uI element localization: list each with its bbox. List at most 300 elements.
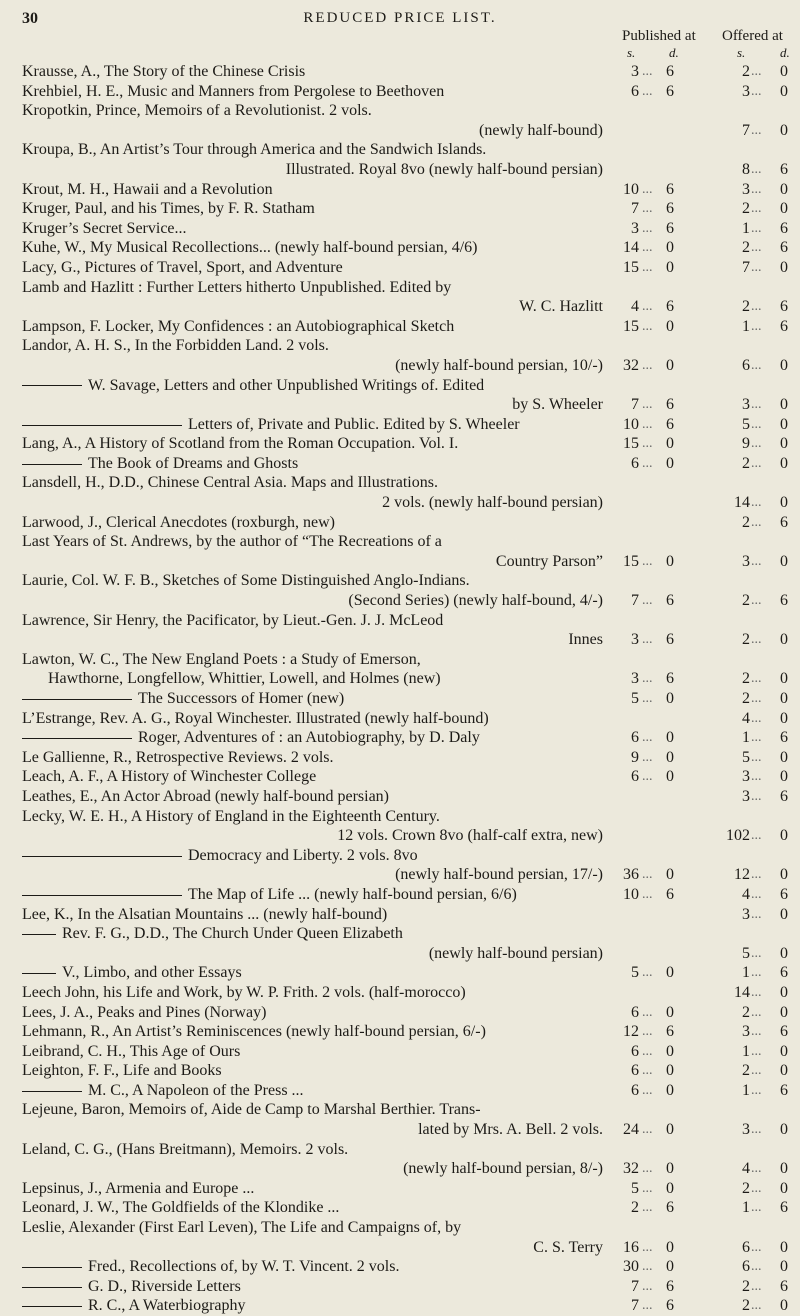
book-title-text: Kruger’s Secret Service... <box>22 219 187 237</box>
offered-shillings: 3 <box>742 552 750 570</box>
price-leader: ... <box>642 397 653 413</box>
offered-shillings: 8 <box>742 160 750 178</box>
published-pence: 0 <box>666 748 674 766</box>
published-shillings: 30 <box>623 1258 639 1276</box>
offered-pence: 0 <box>780 905 788 923</box>
price-leader: ... <box>751 671 762 687</box>
published-pence: 6 <box>666 63 674 80</box>
offered-pence: 0 <box>780 1042 788 1060</box>
published-pence: 6 <box>666 1277 674 1295</box>
offered-pence: 6 <box>780 1199 788 1217</box>
book-title <box>22 885 517 905</box>
book-title-text: Laurie, Col. W. F. B., Sketches of Some Distinguished Anglo-Indians. <box>22 572 470 590</box>
price-leader: ... <box>751 553 762 569</box>
offered-shillings: 3 <box>742 1023 750 1041</box>
price-leader: ... <box>751 984 762 1000</box>
price-leader: ... <box>642 318 653 334</box>
offered-shillings: 1 <box>742 317 750 335</box>
published-shillings: 7 <box>631 396 639 414</box>
offered-pence: 6 <box>780 592 788 610</box>
book-title <box>22 924 403 944</box>
book-title-text: by S. Wheeler <box>512 396 603 414</box>
published-shillings-unit: s. <box>627 45 636 60</box>
book-entry <box>0 101 800 140</box>
price-leader: ... <box>642 1298 653 1314</box>
price-leader: ... <box>751 299 762 315</box>
book-entry <box>0 905 800 925</box>
book-title-text: (Second Series) (newly half-bound, 4/-) <box>348 592 603 610</box>
book-title-text: Hawthorne, Longfellow, Whittier, Lowell, and Holmes (new) <box>48 670 441 688</box>
book-title-continuation <box>286 160 603 180</box>
price-leader: ... <box>642 1180 653 1196</box>
offered-shillings: 5 <box>742 415 750 433</box>
offered-shillings: 1 <box>742 1081 750 1099</box>
offered-pence: 0 <box>780 827 788 845</box>
price-leader: ... <box>642 436 653 452</box>
book-title-text: (newly half-bound persian, 17/-) <box>395 866 603 884</box>
offered-shillings: 2 <box>742 631 750 649</box>
book-entry <box>0 787 800 807</box>
offered-shillings: 7 <box>742 121 750 139</box>
offered-pence: 0 <box>780 690 788 707</box>
published-shillings: 7 <box>631 1277 639 1295</box>
offered-pence: 0 <box>780 1297 788 1315</box>
offered-pence: 0 <box>780 1258 788 1276</box>
published-shillings: 12 <box>623 1023 639 1041</box>
book-title-text: Kuhe, W., My Musical Recollections... (newly half-bound persian, 4/6) <box>22 239 478 257</box>
book-entry <box>0 983 800 1003</box>
published-price-header: Published at <box>622 28 696 44</box>
published-shillings: 16 <box>623 1238 639 1256</box>
published-pence: 0 <box>666 1062 674 1080</box>
book-title <box>22 1257 399 1277</box>
book-title-text: Lampson, F. Locker, My Confidences : an Autobiographical Sketch <box>22 317 455 335</box>
book-title-continuation <box>337 826 603 846</box>
offered-shillings: 14 <box>734 494 750 512</box>
book-title <box>22 709 489 729</box>
offered-shillings: 3 <box>742 768 750 786</box>
price-leader: ... <box>642 416 653 432</box>
offered-shillings: 3 <box>742 787 750 805</box>
book-title-continuation <box>533 1238 603 1258</box>
price-leader: ... <box>751 397 762 413</box>
book-title-text: Landor, A. H. S., In the Forbidden Land. 2 vols. <box>22 337 329 355</box>
book-title <box>22 728 480 748</box>
price-leader: ... <box>642 83 653 99</box>
offered-shillings: 1 <box>742 964 750 982</box>
book-price-list <box>0 62 800 1316</box>
book-title-text: lated by Mrs. A. Bell. 2 vols. <box>418 1121 603 1139</box>
ditto-rule <box>22 385 82 386</box>
book-title-text: Letters of, Private and Public. Edited by S. Wheeler <box>188 415 520 433</box>
price-leader: ... <box>751 1082 762 1098</box>
ditto-rule <box>22 856 182 857</box>
book-title-continuation <box>418 1120 603 1140</box>
book-title <box>22 62 305 82</box>
price-leader: ... <box>751 436 762 452</box>
price-leader: ... <box>751 1239 762 1255</box>
book-title-continuation <box>479 121 603 141</box>
book-entry <box>0 728 800 748</box>
offered-pence: 0 <box>780 63 788 80</box>
book-title-text: Last Years of St. Andrews, by the author of “The Recreations of a <box>22 533 442 551</box>
price-leader: ... <box>751 867 762 883</box>
price-leader: ... <box>751 1180 762 1196</box>
offered-pence: 0 <box>780 1179 788 1197</box>
book-entry <box>0 1081 800 1101</box>
price-leader: ... <box>751 593 762 609</box>
published-pence: 0 <box>666 866 674 884</box>
book-title-text: Lees, J. A., Peaks and Pines (Norway) <box>22 1003 267 1021</box>
book-entry <box>0 62 800 82</box>
ditto-rule <box>22 699 132 700</box>
book-title-text: The Successors of Homer (new) <box>138 690 345 707</box>
book-entry <box>0 82 800 102</box>
book-title-text: Lejeune, Baron, Memoirs of, Aide de Camp to Marshal Berthier. Trans- <box>22 1101 481 1119</box>
published-shillings: 2 <box>631 1199 639 1217</box>
book-title-text: W. C. Hazlitt <box>519 298 603 316</box>
price-leader: ... <box>751 161 762 177</box>
offered-pence: 0 <box>780 944 788 962</box>
book-title-text: Krausse, A., The Story of the Chinese Crisis <box>22 63 306 80</box>
published-pence: 6 <box>666 396 674 414</box>
book-title-text: (newly half-bound persian, 8/-) <box>403 1160 603 1178</box>
price-leader: ... <box>642 1024 653 1040</box>
book-title <box>22 473 438 493</box>
book-title <box>22 689 344 709</box>
published-pence: 0 <box>666 768 674 786</box>
book-title-continuation <box>429 944 603 964</box>
book-title-text: The Book of Dreams and Ghosts <box>88 454 299 472</box>
offered-shillings: 4 <box>742 885 750 903</box>
book-title <box>22 317 454 337</box>
published-shillings: 6 <box>631 1062 639 1080</box>
book-title-text: (newly half-bound persian) <box>428 944 603 962</box>
price-leader: ... <box>642 730 653 746</box>
ditto-rule <box>22 1306 82 1307</box>
price-leader: ... <box>751 1278 762 1294</box>
published-shillings: 10 <box>623 180 639 198</box>
book-title <box>22 415 520 435</box>
published-pence: 6 <box>666 415 674 433</box>
book-title-text: Leslie, Alexander (First Earl Leven), The Life and Campaigns of, by <box>22 1219 462 1237</box>
price-leader: ... <box>642 1239 653 1255</box>
published-pence: 0 <box>666 1258 674 1276</box>
published-shillings: 15 <box>623 317 639 335</box>
offered-shillings: 102 <box>726 827 750 845</box>
published-shillings: 7 <box>631 1297 639 1315</box>
book-title <box>22 983 466 1003</box>
price-leader: ... <box>751 495 762 511</box>
published-pence: 6 <box>666 670 674 688</box>
book-title-text: Lansdell, H., D.D., Chinese Central Asia. Maps and Illustrations. <box>22 474 438 492</box>
published-pence: 0 <box>666 1003 674 1021</box>
book-title <box>22 1061 222 1081</box>
price-leader: ... <box>642 1161 653 1177</box>
book-title <box>22 258 343 278</box>
offered-shillings: 3 <box>742 905 750 923</box>
book-title <box>22 1100 481 1120</box>
price-leader: ... <box>751 357 762 373</box>
ditto-rule <box>22 425 182 426</box>
book-entry <box>0 532 800 571</box>
price-leader: ... <box>642 220 653 236</box>
price-leader: ... <box>751 828 762 844</box>
price-leader: ... <box>751 455 762 471</box>
price-leader: ... <box>751 710 762 726</box>
book-title <box>22 140 486 160</box>
offered-shillings: 2 <box>742 670 750 688</box>
page-number: 30 <box>22 10 38 27</box>
book-title-text: Lamb and Hazlitt : Further Letters hitherto Unpublished. Edited by <box>22 278 452 296</box>
book-entry <box>0 963 800 983</box>
price-leader: ... <box>642 455 653 471</box>
offered-price-header: Offered at <box>722 28 783 44</box>
offered-pence: 6 <box>780 964 788 982</box>
published-shillings: 3 <box>631 63 639 80</box>
offered-pence: 6 <box>780 160 788 178</box>
ditto-rule <box>22 895 182 896</box>
book-title-text: V., Limbo, and other Essays <box>62 964 242 982</box>
published-pence: 0 <box>666 454 674 472</box>
book-title-text: L’Estrange, Rev. A. G., Royal Winchester. Illustrated (newly half-bound) <box>22 709 489 727</box>
published-shillings: 6 <box>631 1081 639 1099</box>
offered-shillings: 6 <box>742 1258 750 1276</box>
book-title-text: Leland, C. G., (Hans Breitmann), Memoirs. 2 vols. <box>22 1140 349 1158</box>
book-title-text: G. D., Riverside Letters <box>88 1277 241 1295</box>
book-title <box>22 650 421 670</box>
price-leader: ... <box>751 945 762 961</box>
published-shillings: 24 <box>623 1121 639 1139</box>
book-entry <box>0 415 800 435</box>
price-leader: ... <box>642 1259 653 1275</box>
price-leader: ... <box>751 769 762 785</box>
book-title <box>22 376 484 396</box>
book-entry <box>0 140 800 179</box>
offered-shillings: 14 <box>734 983 750 1001</box>
price-leader: ... <box>642 64 653 79</box>
published-pence: 6 <box>666 592 674 610</box>
offered-pence: 0 <box>780 768 788 786</box>
book-title <box>22 1179 254 1199</box>
published-shillings: 10 <box>623 415 639 433</box>
book-title <box>22 1022 486 1042</box>
published-shillings: 6 <box>631 1042 639 1060</box>
offered-pence: 0 <box>780 670 788 688</box>
published-pence: 0 <box>666 964 674 982</box>
book-title-text: Leech John, his Life and Work, by W. P. Frith. 2 vols. (half-morocco) <box>22 983 466 1001</box>
book-title-text: C. S. Terry <box>533 1238 603 1256</box>
ditto-rule <box>22 973 56 974</box>
book-entry <box>0 1296 800 1316</box>
price-leader: ... <box>751 1298 762 1314</box>
published-shillings: 32 <box>623 356 639 374</box>
book-title <box>22 1218 461 1238</box>
offered-shillings: 2 <box>742 513 750 531</box>
offered-pence: 0 <box>780 1003 788 1021</box>
offered-pence: 6 <box>780 317 788 335</box>
offered-shillings: 2 <box>742 454 750 472</box>
offered-shillings: 2 <box>742 1277 750 1295</box>
running-title: REDUCED PRICE LIST. <box>303 10 497 26</box>
book-title-continuation <box>382 493 603 513</box>
price-leader: ... <box>751 318 762 334</box>
book-entry <box>0 238 800 258</box>
published-shillings: 36 <box>623 866 639 884</box>
published-shillings: 15 <box>623 552 639 570</box>
published-shillings: 3 <box>631 219 639 237</box>
offered-pence: 0 <box>780 435 788 453</box>
book-title-text: Kroupa, B., An Artist’s Tour through America and the Sandwich Islands. <box>22 141 487 159</box>
published-pence: 6 <box>666 298 674 316</box>
book-title-continuation <box>395 865 603 885</box>
price-leader: ... <box>642 749 653 765</box>
book-entry <box>0 571 800 610</box>
published-shillings: 7 <box>631 200 639 218</box>
book-entry <box>0 376 800 415</box>
offered-shillings: 1 <box>742 219 750 237</box>
book-title <box>22 513 335 533</box>
offered-pence: 0 <box>780 866 788 884</box>
published-pence: 0 <box>666 258 674 276</box>
published-shillings: 6 <box>631 1003 639 1021</box>
published-pence: 6 <box>666 631 674 649</box>
offered-shillings: 3 <box>742 1121 750 1139</box>
price-leader: ... <box>642 769 653 785</box>
offered-pence: 0 <box>780 356 788 374</box>
price-leader: ... <box>751 1161 762 1177</box>
offered-pence: 6 <box>780 1277 788 1295</box>
book-entry <box>0 1042 800 1062</box>
book-title-text: Krehbiel, H. E., Music and Manners from Pergolese to Beethoven <box>22 82 445 100</box>
offered-pence: 6 <box>780 298 788 316</box>
price-leader: ... <box>751 1259 762 1275</box>
book-title <box>22 532 442 552</box>
ditto-rule <box>22 738 132 739</box>
price-leader: ... <box>642 1004 653 1020</box>
book-title-text: Lacy, G., Pictures of Travel, Sport, and Adventure <box>22 258 343 276</box>
price-leader: ... <box>751 416 762 432</box>
offered-shillings: 2 <box>742 1179 750 1197</box>
published-shillings: 5 <box>631 690 639 707</box>
book-entry <box>0 336 800 375</box>
offered-shillings: 12 <box>734 866 750 884</box>
offered-pence: 0 <box>780 200 788 218</box>
price-leader: ... <box>751 886 762 902</box>
offered-shillings: 1 <box>742 1199 750 1217</box>
price-leader: ... <box>642 886 653 902</box>
published-shillings: 3 <box>631 670 639 688</box>
published-shillings: 6 <box>631 82 639 100</box>
offered-shillings: 7 <box>742 258 750 276</box>
book-title <box>22 238 477 258</box>
price-leader: ... <box>751 514 762 530</box>
book-title <box>22 1003 266 1023</box>
offered-shillings: 6 <box>742 1238 750 1256</box>
offered-pence: 0 <box>780 552 788 570</box>
published-shillings: 7 <box>631 592 639 610</box>
offered-pence: 0 <box>780 396 788 414</box>
book-title-text: Fred., Recollections of, by W. T. Vincent. 2 vols. <box>88 1258 400 1276</box>
book-entry <box>0 180 800 200</box>
book-title-continuation <box>48 669 441 689</box>
price-leader: ... <box>751 220 762 236</box>
book-title-text: Leach, A. F., A History of Winchester College <box>22 768 317 786</box>
offered-pence: 0 <box>780 983 788 1001</box>
price-leader: ... <box>642 201 653 217</box>
published-pence: 0 <box>666 317 674 335</box>
price-leader: ... <box>642 593 653 609</box>
book-entry <box>0 1179 800 1199</box>
offered-pence: 6 <box>780 219 788 237</box>
book-entry <box>0 278 800 317</box>
ditto-rule <box>22 1091 82 1092</box>
book-entry <box>0 513 800 533</box>
book-title-text: Kruger, Paul, and his Times, by F. R. Statham <box>22 200 315 218</box>
offered-pence: 6 <box>780 885 788 903</box>
book-title-text: Krout, M. H., Hawaii and a Revolution <box>22 180 273 198</box>
offered-shillings: 1 <box>742 1042 750 1060</box>
price-leader: ... <box>751 1063 762 1079</box>
ditto-rule <box>22 1287 82 1288</box>
book-entry <box>0 454 800 474</box>
book-title <box>22 1042 240 1062</box>
book-title <box>22 219 187 239</box>
book-title-text: Lawton, W. C., The New England Poets : a Study of Emerson, <box>22 650 421 668</box>
offered-shillings: 2 <box>742 63 750 80</box>
book-entry <box>0 807 800 846</box>
book-entry <box>0 924 800 963</box>
offered-pence: 0 <box>780 1121 788 1139</box>
published-shillings: 6 <box>631 729 639 747</box>
book-entry <box>0 1218 800 1257</box>
offered-shillings: 2 <box>742 200 750 218</box>
book-title-text: (newly half-bound persian, 10/-) <box>395 356 603 374</box>
offered-shillings: 6 <box>742 356 750 374</box>
book-title-text: R. C., A Waterbiography <box>88 1297 246 1315</box>
book-entry <box>0 1198 800 1218</box>
published-pence: 6 <box>666 1199 674 1217</box>
price-leader: ... <box>751 965 762 981</box>
book-title-text: Kropotkin, Prince, Memoirs of a Revolutionist. 2 vols. <box>22 102 372 120</box>
book-entry <box>0 473 800 512</box>
book-title <box>22 787 389 807</box>
book-title-text: Democracy and Liberty. 2 vols. 8vo <box>188 846 418 864</box>
published-pence: 6 <box>666 82 674 100</box>
book-title <box>22 336 329 356</box>
ditto-rule <box>22 464 82 465</box>
published-pence: 6 <box>666 1297 674 1315</box>
book-title <box>22 434 458 454</box>
price-leader: ... <box>642 553 653 569</box>
book-title-text: Leonard, J. W., The Goldfields of the Klondike ... <box>22 1199 340 1217</box>
published-shillings: 4 <box>631 298 639 316</box>
book-title-text: Leighton, F. F., Life and Books <box>22 1062 222 1080</box>
book-entry <box>0 767 800 787</box>
published-shillings: 15 <box>623 435 639 453</box>
book-title <box>22 767 316 787</box>
offered-pence: 6 <box>780 1081 788 1099</box>
published-shillings: 14 <box>623 239 639 257</box>
book-title-text: Le Gallienne, R., Retrospective Reviews. 2 vols. <box>22 748 334 766</box>
published-pence: 0 <box>666 356 674 374</box>
published-shillings: 6 <box>631 454 639 472</box>
published-pence: 0 <box>666 552 674 570</box>
price-leader: ... <box>642 691 653 706</box>
book-title <box>22 180 273 200</box>
offered-pence: 6 <box>780 729 788 747</box>
price-leader: ... <box>751 240 762 256</box>
